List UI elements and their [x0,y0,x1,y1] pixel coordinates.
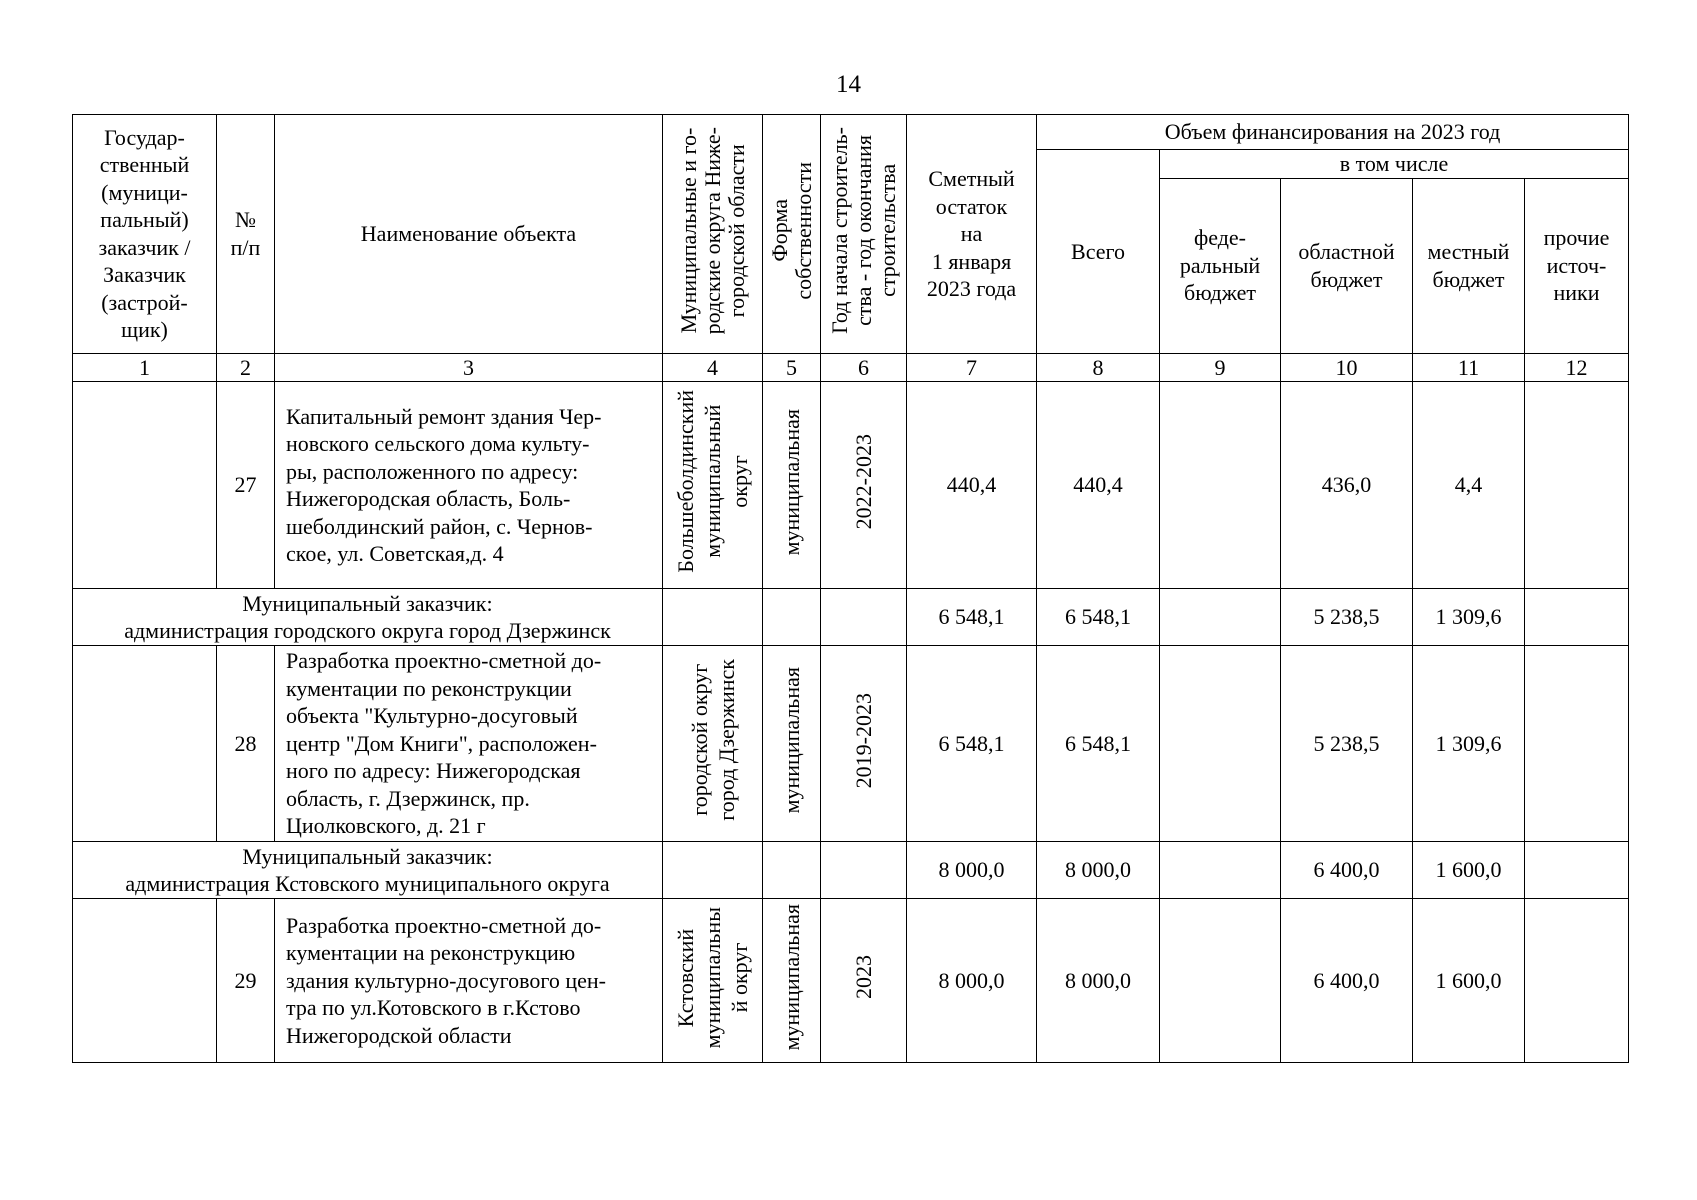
group-customer: Муниципальный заказчик: администрация городского округа город Дзержинск [73,589,663,646]
column-number: 3 [275,353,663,382]
table-row [73,646,1629,842]
estimate-cell: 8 000,0 [907,899,1037,1063]
column-number: 1 [73,353,217,382]
other-cell [1525,899,1629,1063]
group-row [73,842,1629,899]
local-cell: 1 600,0 [1413,842,1525,899]
group-customer: Муниципальный заказчик: администрация Кстовского муниципального округа [73,842,663,899]
regional-cell: 5 238,5 [1281,589,1413,646]
column-number: 7 [907,353,1037,382]
customer-cell [73,899,217,1063]
federal-cell [1160,382,1281,589]
years-cell: 2023 [821,899,907,1063]
column-number: 10 [1281,353,1413,382]
total-cell: 8 000,0 [1037,842,1160,899]
column-number: 5 [763,353,821,382]
local-cell: 1 600,0 [1413,899,1525,1063]
federal-cell [1160,646,1281,842]
header-federal: феде- ральный бюджет [1160,178,1281,353]
district-cell: Большеболдинский муниципальный округ [663,382,763,589]
total-cell: 6 548,1 [1037,646,1160,842]
object-name: Разработка проектно-сметной до- кументации по реконструкции объекта "Культурно-досуговый центр "Дом Книги", расположен- ного по адресу: Нижегородская область, г. Дзержинск, пр. Циолковского, д. 21 г [275,646,663,842]
estimate-cell: 440,4 [907,382,1037,589]
total-cell: 8 000,0 [1037,899,1160,1063]
header-regional: областной бюджет [1281,178,1413,353]
local-cell: 4,4 [1413,382,1525,589]
header-district: Муниципальные и го- родские округа Ниже- городской области [663,115,763,354]
header-estimate: Сметный остаток на 1 января 2023 года [907,115,1037,354]
header-customer: Государ- ственный (муници- пальный) заказчик / Заказчик (застрой- щик) [73,115,217,354]
row-number: 28 [217,646,275,842]
column-number: 6 [821,353,907,382]
table-row [73,899,1629,1063]
column-number-row [73,353,1629,382]
object-name: Разработка проектно-сметной до- кументации на реконструкцию здания культурно-досугового цен- тра по ул.Котовского в г.Кстово Нижегородской области [275,899,663,1063]
regional-cell: 6 400,0 [1281,899,1413,1063]
estimate-cell: 6 548,1 [907,589,1037,646]
column-number: 9 [1160,353,1281,382]
table-row [73,382,1629,589]
estimate-cell: 6 548,1 [907,646,1037,842]
ownership-cell: муниципальная [763,646,821,842]
header-object-name: Наименование объекта [275,115,663,354]
row-number: 27 [217,382,275,589]
years-cell: 2022-2023 [821,382,907,589]
header-including: в том числе [1160,150,1629,179]
row-number: 29 [217,899,275,1063]
federal-cell [1160,899,1281,1063]
regional-cell: 6 400,0 [1281,842,1413,899]
total-cell: 440,4 [1037,382,1160,589]
district-cell: Кстовский муниципальны й округ [663,899,763,1063]
total-cell: 6 548,1 [1037,589,1160,646]
header-local: местный бюджет [1413,178,1525,353]
column-number: 11 [1413,353,1525,382]
regional-cell: 436,0 [1281,382,1413,589]
customer-cell [73,382,217,589]
years-cell: 2019-2023 [821,646,907,842]
header-other: прочие источ- ники [1525,178,1629,353]
ownership-cell: муниципальная [763,899,821,1063]
header-number: № п/п [217,115,275,354]
local-cell: 1 309,6 [1413,646,1525,842]
customer-cell [73,646,217,842]
column-number: 12 [1525,353,1629,382]
ownership-cell: муниципальная [763,382,821,589]
estimate-cell: 8 000,0 [907,842,1037,899]
financing-table [72,114,1629,1063]
header-ownership: Форма собственности [763,115,821,354]
district-cell: городской округ город Дзержинск [663,646,763,842]
header-years: Год начала строитель- ства - год окончания строительства [821,115,907,354]
column-number: 8 [1037,353,1160,382]
other-cell [1525,646,1629,842]
object-name: Капитальный ремонт здания Чер- новского сельского дома культу- ры, расположенного по адресу: Нижегородская область, Боль- шеболдинский район, с. Чернов- ское, ул. Советская,д. 4 [275,382,663,589]
header-funding: Объем финансирования на 2023 год [1037,115,1629,150]
regional-cell: 5 238,5 [1281,646,1413,842]
group-row [73,589,1629,646]
header-total: Всего [1037,150,1160,354]
column-number: 2 [217,353,275,382]
column-number: 4 [663,353,763,382]
local-cell: 1 309,6 [1413,589,1525,646]
other-cell [1525,382,1629,589]
page-number: 14 [836,71,861,98]
